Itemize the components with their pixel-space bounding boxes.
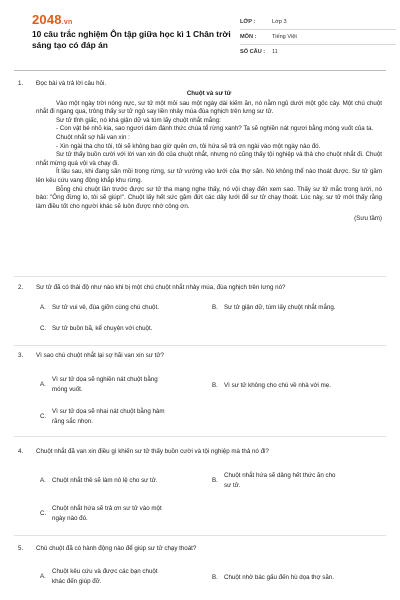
question-stem: Sư tử đã có thái độ như nào khi bị một chú chuột nhắt nhảy múa, đùa nghịch trên lưng nó? <box>36 284 286 291</box>
option-text: Chuột nhờ bác gấu đến hù dọa thợ săn. <box>224 574 334 581</box>
option-text: Sư tử buồn bã, kể chuyện với chuột. <box>52 325 153 332</box>
question-separator <box>14 535 386 536</box>
option-text: Sư tử giận dữ, túm lấy chuột nhắt mắng. <box>224 304 336 311</box>
option-text-line1: Vì sư tử dọa sẽ nhai nát chuột bằng hàm <box>52 408 165 415</box>
meta-key: MÔN : <box>240 34 257 40</box>
question-number: 3. <box>18 352 24 359</box>
question-stem: Chuột nhắt đã van xin điều gì khiến sư tử thấy buồn cười và tội nghiệp mà thả nó đi? <box>36 448 269 455</box>
option-letter: B. <box>212 477 218 484</box>
option-text-line1: Chuột kêu cứu và được các bạn chuột <box>52 568 158 575</box>
question-number: 1. <box>18 80 24 87</box>
question-number: 5. <box>18 545 24 552</box>
header <box>14 0 386 62</box>
option-text: Vì sư tử không cho chú về nhà với mẹ. <box>224 382 331 389</box>
question-separator <box>14 276 386 277</box>
passage-paragraph: Vào một ngày trời nóng nực, sư tử một mỏi sau một ngày dài kiếm ăn, nó nằm ngủ dưới một gốc cây. Một chú chuột nhắt đi ngang qua, trông thấy sư tử ngủ say liền nhảy múa đùa nghịch trên lưng sư tử. <box>36 99 382 116</box>
meta-table <box>240 15 396 59</box>
option-b[interactable] <box>212 472 382 492</box>
passage-paragraph: Bỗng chú chuột lần trước được sư tử tha mạng nghe thấy, nó vội chạy đến xem sao. Thấy sư tử mắc trong lưới, nó bảo: "Ông đừng lo, tôi sẽ giúp!". Chuột lấy hết sức gặm đứt các dây lưới để sư tử chạy thoát. Lúc này, sư tử mới thấy rằng làm điều tốt cho người khác sẽ luôn được nhớ công ơn. <box>36 185 382 210</box>
question-number: 4. <box>18 448 24 455</box>
reading-passage <box>36 90 382 224</box>
passage-paragraph: Chuột nhắt sợ hãi van xin : <box>56 133 130 141</box>
option-letter: C. <box>40 325 47 332</box>
option-text-line2: móng vuốt. <box>52 386 83 393</box>
option-c[interactable] <box>40 505 205 525</box>
option-letter: C. <box>40 510 47 517</box>
brand-name: 2048 <box>32 12 62 27</box>
passage-title: Chuột và sư tử <box>186 90 232 97</box>
brand-suffix: .vn <box>61 19 73 26</box>
meta-key: LỚP : <box>240 19 256 25</box>
brand-logo[interactable] <box>32 12 72 27</box>
question-stem: Chú chuột đã có hành động nào để giúp sư tử chạy thoát? <box>36 545 197 552</box>
meta-value: 11 <box>272 49 278 55</box>
option-text-line2: sư tử. <box>224 482 241 489</box>
header-divider <box>14 70 386 71</box>
option-letter: B. <box>212 382 218 389</box>
option-text-line2: ngày nào đó. <box>52 515 88 522</box>
option-letter: A. <box>40 573 46 580</box>
passage-source: (Sưu tầm) <box>354 215 382 223</box>
option-c[interactable] <box>40 408 205 428</box>
option-text: Chuột nhắt thề sẽ làm nô lệ cho sư tử. <box>52 477 158 484</box>
passage-paragraph: Sư tử thấy buồn cười với lời van xin đó của chuột nhắt, nhưng nó cũng thấy tội nghiệp và thả cho chuột nhắt đi. Chuột nhắt mừng quá vội và chạy đi. <box>36 151 382 167</box>
option-a[interactable] <box>40 568 205 588</box>
option-a[interactable] <box>40 376 205 396</box>
meta-value: Lớp 3 <box>272 19 287 25</box>
question-1 <box>18 80 382 270</box>
option-text-line1: Chuột nhắt hứa sẽ trả ơn sư tử vào một <box>52 505 162 512</box>
option-text-line1: Vì sư tử dọa sẽ nghiền nát chuột bằng <box>52 376 158 383</box>
option-text-line2: khác đến giúp đỡ. <box>52 578 102 585</box>
option-text-line1: Chuột nhắt hứa sẽ dâng hết thức ăn cho <box>224 472 336 479</box>
question-stem: Đọc bài và trả lời câu hỏi. <box>36 80 107 87</box>
option-letter: B. <box>212 574 218 581</box>
option-letter: B. <box>212 304 218 311</box>
option-text-line2: răng sắc nhọn. <box>52 418 93 425</box>
option-letter: A. <box>40 381 46 388</box>
meta-row-class <box>240 15 396 30</box>
passage-paragraph: Sư tử tỉnh giấc, nó khá giận dữ và túm lấy chuột nhắt mắng: <box>56 116 221 124</box>
question-number: 2. <box>18 284 24 291</box>
option-letter: A. <box>40 477 46 484</box>
option-text: Sư tử vui vẻ, đùa giỡn cùng chú chuột. <box>52 304 159 311</box>
option-letter: C. <box>40 413 47 420</box>
meta-value: Tiếng Việt <box>272 34 297 40</box>
option-letter: A. <box>40 304 46 311</box>
question-separator <box>14 436 386 437</box>
meta-row-count <box>240 45 396 59</box>
question-stem: Vì sao chú chuột nhắt lại sợ hãi van xin sư tử? <box>36 352 164 359</box>
passage-paragraph: Ít lâu sau, khi đang săn mồi trong rừng, sư tử vướng vào lưới của thợ săn. Nó không thể nào thoát được. Sư tử gầm lên kêu cứu vang động khắp khu rừng. <box>36 168 382 184</box>
meta-key: SỐ CÂU : <box>240 49 266 55</box>
document-title: 10 câu trắc nghiệm Ôn tập giữa học kì 1 Chân trời sáng tạo có đáp án <box>32 29 231 50</box>
passage-paragraph: - Con vật bé nhỏ kia, sao ngươi dám đánh thức chúa tể rừng xanh? Ta sẽ nghiền nát ngươi bằng móng vuốt của ta. <box>56 125 374 133</box>
meta-row-subject <box>240 30 396 45</box>
question-separator <box>14 345 386 346</box>
passage-paragraph: - Xin ngài tha cho tôi, tôi sẽ không bao giờ quên ơn, tôi hứa sẽ trả ơn ngài vào một ngày nào đó. <box>56 142 321 150</box>
